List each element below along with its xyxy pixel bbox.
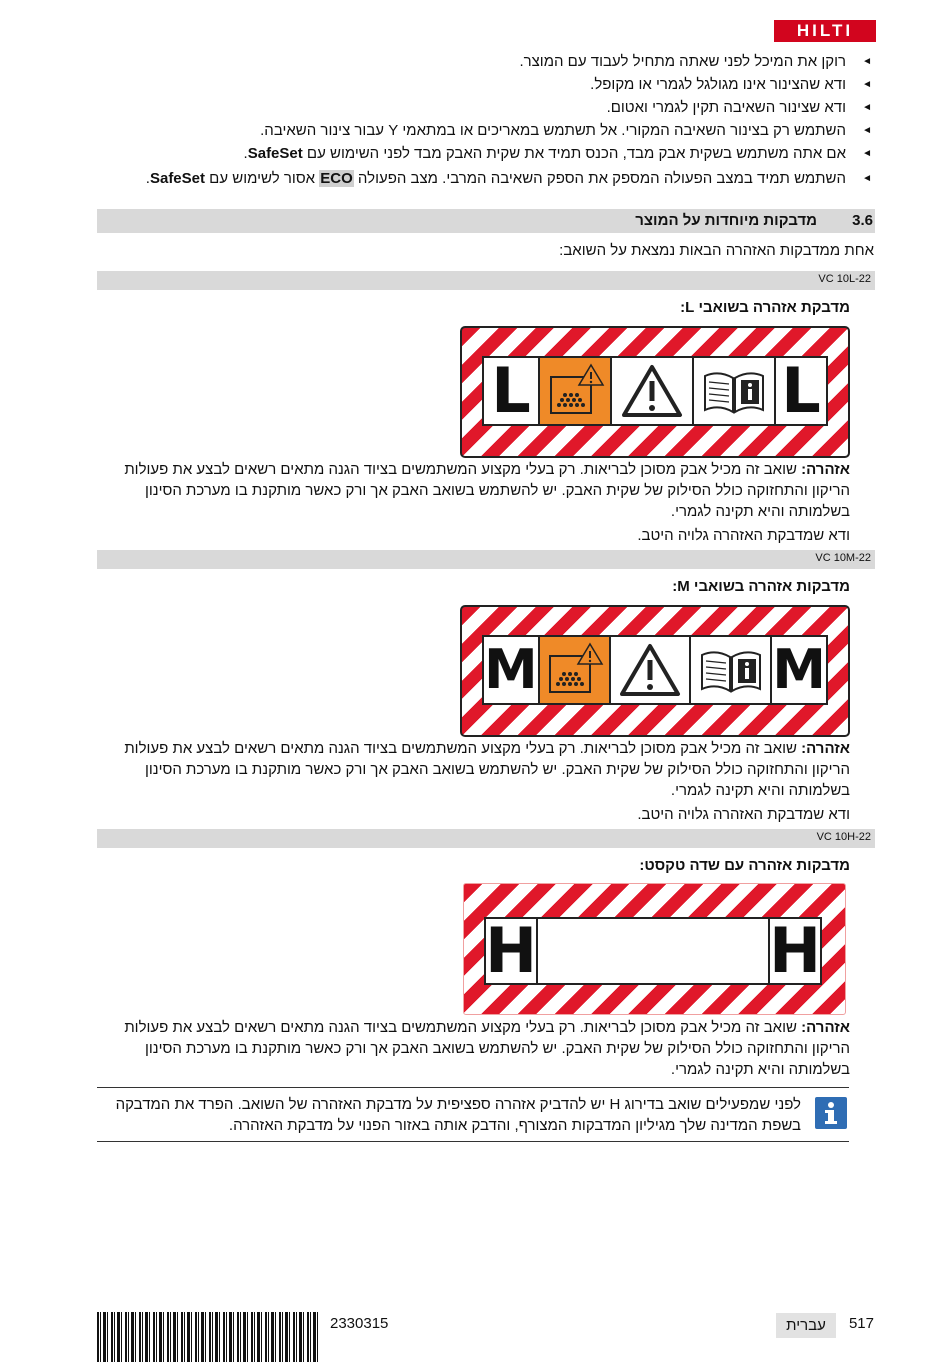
list-item: ◄ ודא שצינור השאיבה תקין לגמרי ואטום. [114, 96, 874, 119]
warning-paragraph-h: אזהרה: שואב זה מכיל אבק מסוכן לבריאות. רק בעלי מקצוע המשתמשים בציוד הגנה מתאים רשאים לבצע את פעולות הריקון והתחזוקה כולל הסילוק של שקית האבק. יש להשתמש בשואב האבק אך ורק כאשר מותקנת בו מערכת הסינון בשלמותה והיא תקינה לגמרי. [124, 1019, 850, 1078]
label-heading-l: מדבקת אזהרה בשואבי L: [680, 299, 850, 316]
dust-hazard-icon [540, 637, 611, 703]
barcode [97, 1312, 319, 1362]
warning-label-h [463, 883, 846, 1015]
section-intro: אחת ממדבקות האזהרה הבאות נמצאת על השואב: [559, 242, 874, 259]
warning-label-l [460, 326, 850, 458]
language-tab: עברית [776, 1313, 836, 1338]
eco-mode-highlight: ECO [320, 170, 353, 187]
bullet-arrow-icon: ◄ [862, 125, 872, 136]
info-note-text: לפני שמפעילים שואב בדירוג H יש להדביק אזהרה ספציפית על מדבקת האזהרה של השואב. הפרד את המדבקה בשפת המדינה שלך מגיליון המדבקות המצורף, והדבק אותה באזור הפנוי על מדבקת האזהרה. [115, 1096, 801, 1134]
model-bar-l: VC 10L-22 [97, 271, 875, 290]
label-heading-h: מדבקות אזהרה עם שדה טקסט: [639, 857, 850, 874]
model-bar-m: VC 10M-22 [97, 550, 875, 569]
document-number: 2330315 [330, 1315, 389, 1332]
label-heading-m: מדבקות אזהרה בשואבי M: [672, 578, 850, 595]
list-item: ◄ רוקן את המיכל לפני שאתה מתחיל לעבוד עם המוצר. [114, 50, 874, 73]
class-letter-box: H [485, 914, 537, 987]
bullet-arrow-icon: ◄ [862, 102, 872, 113]
label-text-field [484, 914, 822, 987]
read-manual-icon [691, 637, 772, 703]
read-manual-icon [694, 358, 776, 424]
class-letter-box: M [484, 638, 538, 701]
class-letter-box: H [769, 914, 821, 987]
model-bar-h: VC 10H-22 [97, 829, 875, 848]
label-symbol-strip [482, 635, 828, 705]
bullet-arrow-icon: ◄ [862, 79, 872, 90]
warning-label-m [460, 605, 850, 737]
page-number: 517 [848, 1315, 874, 1332]
class-letter-box: L [781, 354, 821, 427]
info-note [97, 1087, 849, 1142]
list-item: ◄ אם אתה משתמש בשקית אבק מבד, הכנס תמיד את שקית האבק מבד לפני השימוש עם SafeSet. [114, 142, 874, 165]
warning-paragraph-m: אזהרה: שואב זה מכיל אבק מסוכן לבריאות. רק בעלי מקצוע המשתמשים בציוד הגנה מתאים רשאים לבצע את פעולות הריקון והתחזוקה כולל הסילוק של שקית האבק. יש להשתמש בשואב האבק אך ורק כאשר מותקנת בו מערכת הסינון בשלמותה והיא תקינה לגמרי. ודא שמדבקת האזהרה גלויה היטב. [124, 740, 850, 823]
warning-triangle-icon [611, 637, 692, 703]
list-item: ◄ השתמש תמיד במצב הפעולה המספק את הספק השאיבה המרבי. מצב הפעולה ECO אסור לשימוש עם SafeSet. [114, 167, 874, 190]
list-item: ◄ ודא שהצינור אינו מגולגל לגמרי או מקופל. [114, 73, 874, 96]
class-letter-box: M [772, 638, 826, 701]
dust-hazard-icon [540, 358, 612, 424]
bullet-arrow-icon: ◄ [862, 148, 872, 159]
bullet-arrow-icon: ◄ [862, 56, 872, 67]
instruction-list [114, 50, 874, 190]
list-item: ◄ השתמש רק בצינור השאיבה המקורי. אל תשתמש במאריכים או במתאמי Y עבור צינור השאיבה. [114, 119, 874, 142]
warning-triangle-icon [612, 358, 694, 424]
bullet-arrow-icon: ◄ [862, 173, 872, 184]
label-symbol-strip [482, 356, 828, 426]
info-icon [815, 1097, 847, 1129]
class-letter-box: L [484, 358, 540, 424]
section-title: מדבקות מיוחדות על המוצר [635, 212, 817, 229]
warning-paragraph-l: אזהרה: שואב זה מכיל אבק מסוכן לבריאות. רק בעלי מקצוע המשתמשים בציוד הגנה מתאים רשאים לבצע את פעולות הריקון והתחזוקה כולל הסילוק של שקית האבק. יש להשתמש בשואב האבק אך ורק כאשר מותקנת בו מערכת הסינון בשלמותה והיא תקינה לגמרי. ודא שמדבקת האזהרה גלויה היטב. [124, 461, 850, 544]
section-number: 3.6 [852, 212, 873, 229]
section-header [97, 209, 875, 233]
hilti-logo: HILTI [774, 20, 876, 42]
